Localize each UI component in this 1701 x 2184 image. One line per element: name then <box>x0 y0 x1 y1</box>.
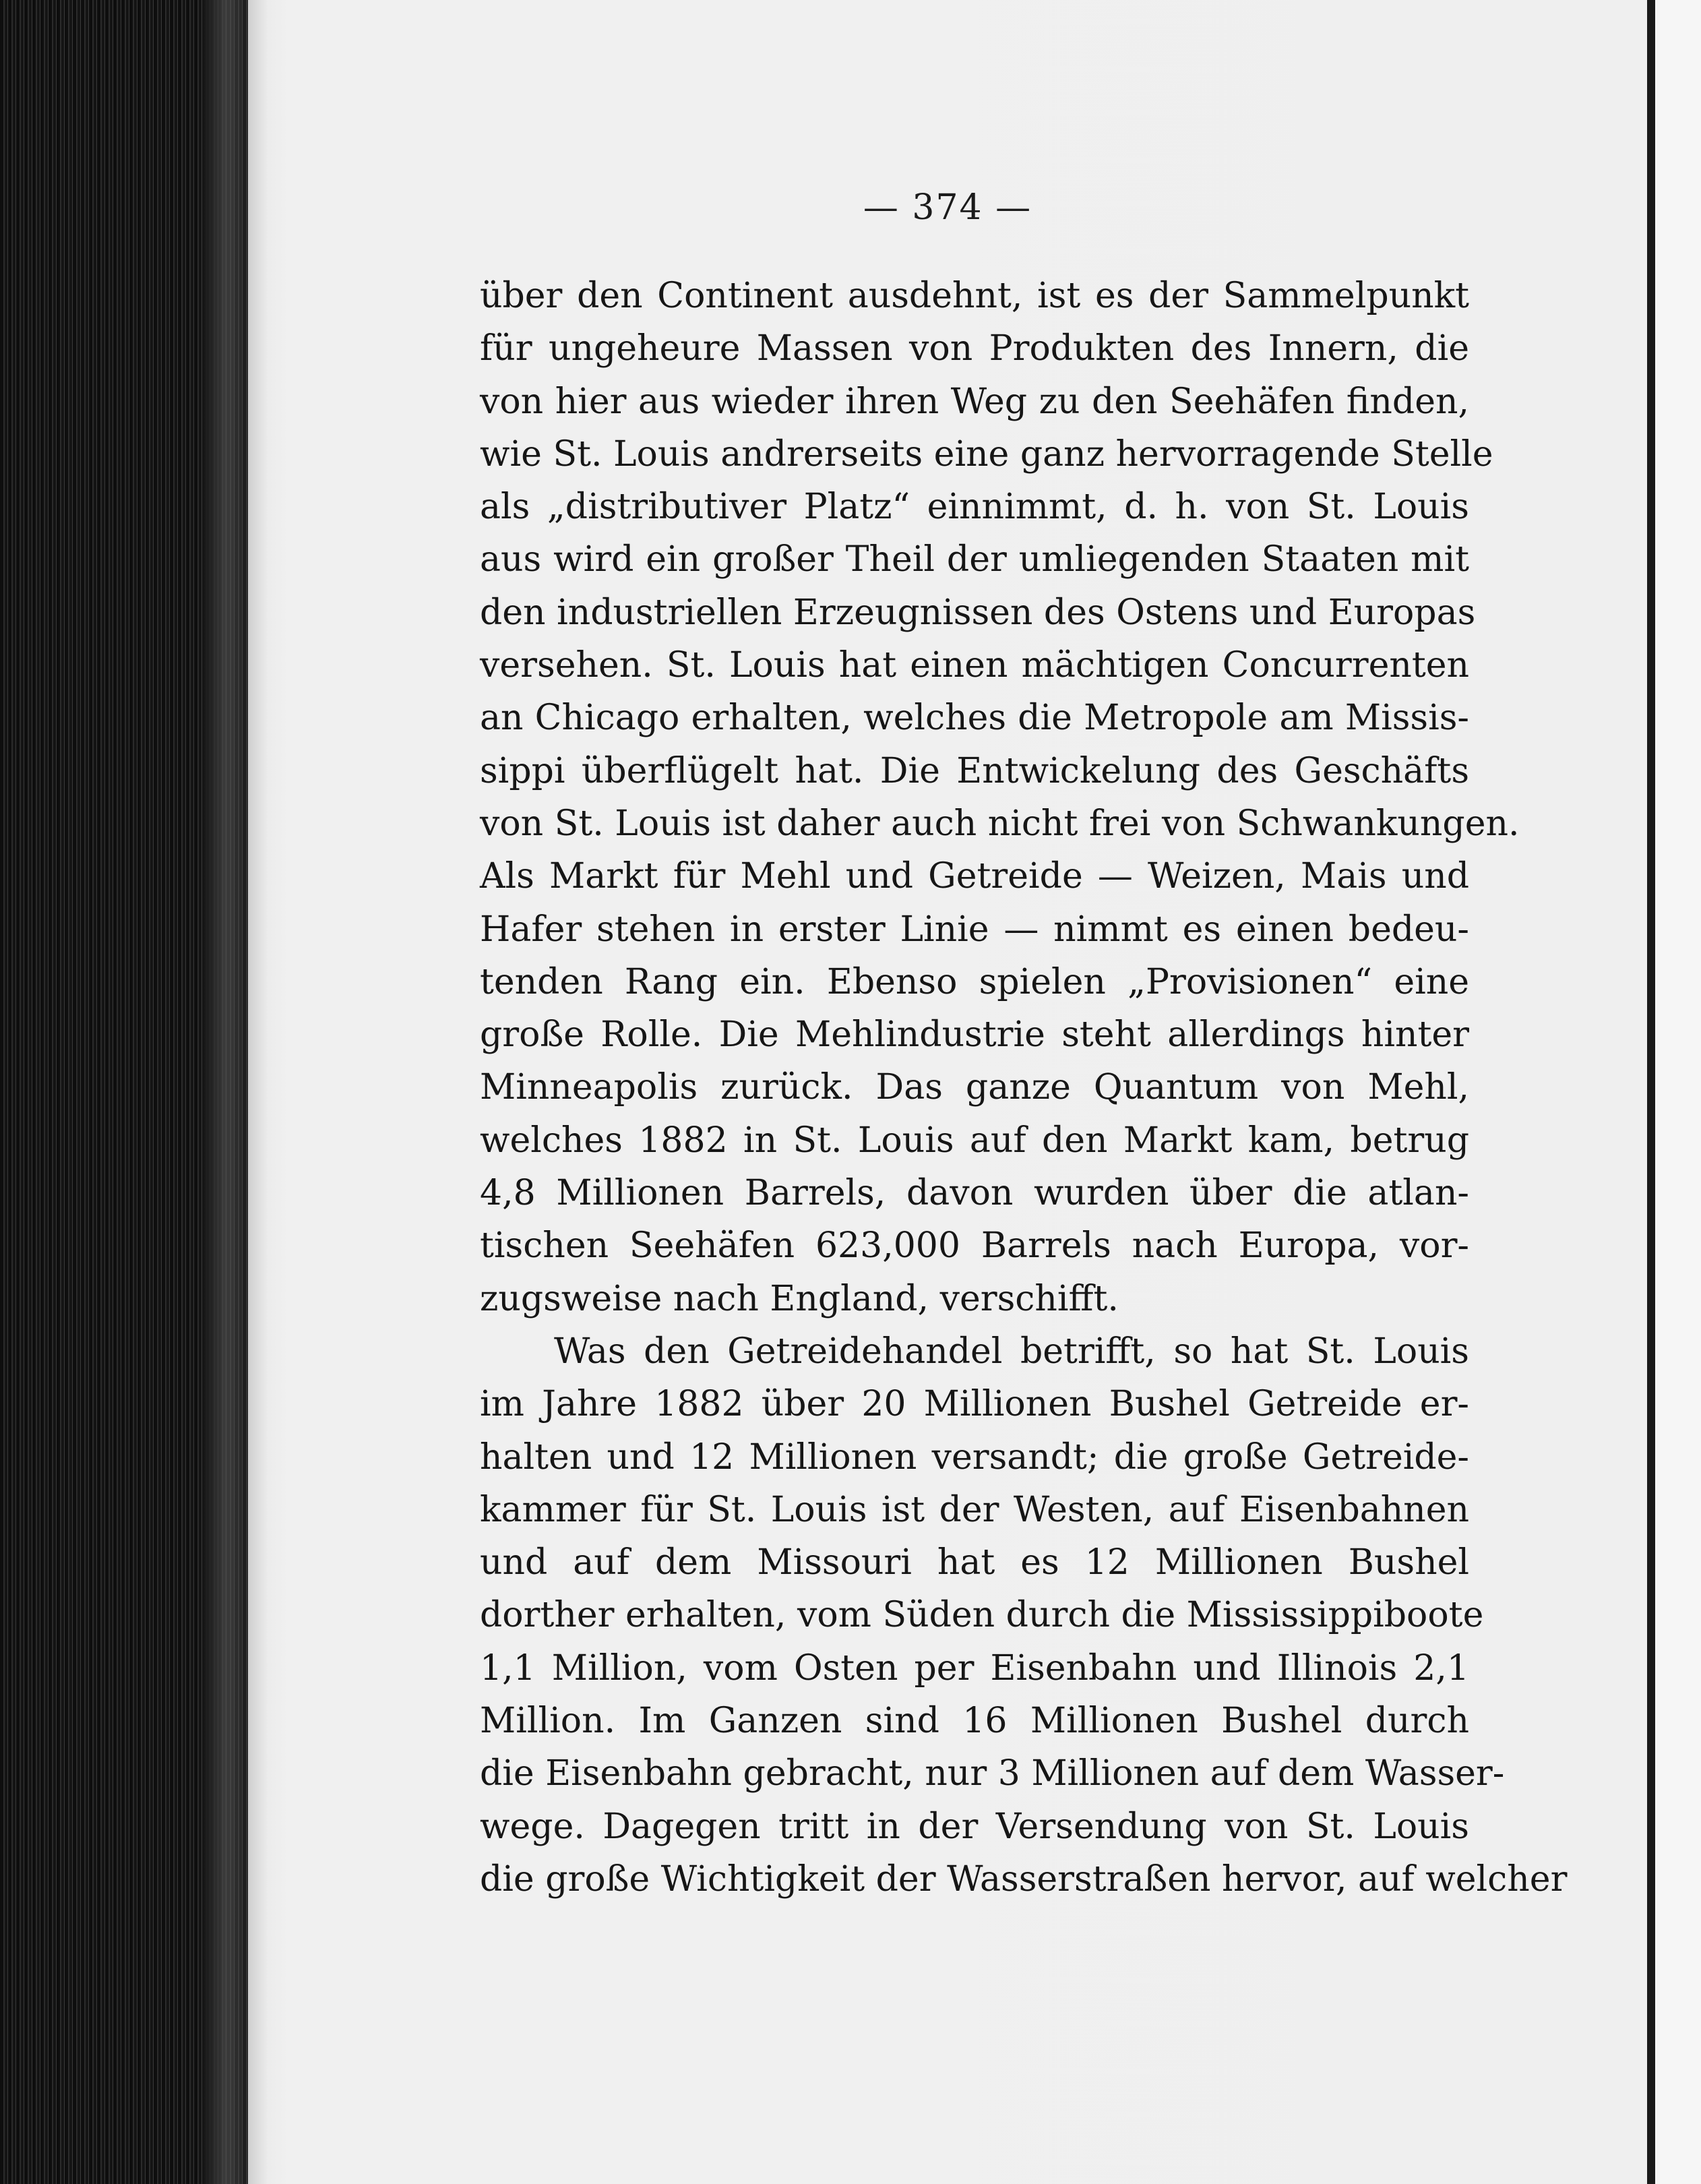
text-line: 4,8 Millionen Barrels, davon wurden über die atlan- <box>480 1173 1469 1214</box>
right-margin-strip <box>1655 0 1701 2184</box>
text-line: wege. Dagegen tritt in der Versendung von St. Louis <box>480 1806 1469 1847</box>
body-text <box>480 270 1568 1906</box>
text-line: kammer für St. Louis ist der Westen, auf Eisenbahnen <box>480 1489 1469 1530</box>
text-line: die Eisenbahn gebracht, nur 3 Millionen auf dem Wasser- <box>480 1753 1505 1794</box>
text-line: tischen Seehäfen 623,000 Barrels nach Europa, vor- <box>480 1225 1469 1267</box>
right-page-border <box>1647 0 1655 2184</box>
text-line: Hafer stehen in erster Linie — nimmt es einen bedeu- <box>480 909 1469 950</box>
paragraph-start-line: Was den Getreidehandel betrifft, so hat St. Louis <box>554 1331 1469 1372</box>
text-line: als „distributiver Platz“ einnimmt, d. h. von St. Louis <box>480 487 1469 528</box>
text-line: für ungeheure Massen von Produkten des Innern, die <box>480 328 1469 369</box>
text-line: aus wird ein großer Theil der umliegenden Staaten mit <box>480 539 1469 580</box>
text-line: von St. Louis ist daher auch nicht frei von Schwankungen. <box>480 803 1520 844</box>
text-line: versehen. St. Louis hat einen mächtigen Concurrenten <box>480 645 1469 686</box>
text-line: halten und 12 Millionen versandt; die große Getreide- <box>480 1436 1469 1478</box>
page-number: — 374 — <box>863 187 1032 228</box>
text-line: große Rolle. Die Mehlindustrie steht allerdings hinter <box>480 1014 1469 1056</box>
text-line: zugsweise nach England, verschifft. <box>480 1278 1119 1319</box>
text-line: den industriellen Erzeugnissen des Ostens und Europas <box>480 592 1476 633</box>
text-line: an Chicago erhalten, welches die Metropole am Missis- <box>480 698 1469 739</box>
text-line: und auf dem Missouri hat es 12 Millionen Bushel <box>480 1542 1469 1583</box>
text-line: sippi überflügelt hat. Die Entwickelung des Geschäfts <box>480 750 1469 791</box>
text-line: Million. Im Ganzen sind 16 Millionen Bushel durch <box>480 1701 1469 1742</box>
text-line: welches 1882 in St. Louis auf den Markt kam, betrug <box>480 1120 1469 1161</box>
text-line: tenden Rang ein. Ebenso spielen „Provisionen“ eine <box>480 961 1469 1002</box>
text-line: wie St. Louis andrerseits eine ganz hervorragende Stelle <box>480 433 1493 475</box>
text-line: im Jahre 1882 über 20 Millionen Bushel Getreide er- <box>480 1384 1469 1425</box>
text-line: Als Markt für Mehl und Getreide — Weizen, Mais und <box>480 856 1469 897</box>
text-line: dorther erhalten, vom Süden durch die Mississippiboote <box>480 1595 1484 1636</box>
text-line: Minneapolis zurück. Das ganze Quantum von Mehl, <box>480 1067 1469 1108</box>
text-line: von hier aus wieder ihren Weg zu den Seehäfen finden, <box>480 381 1469 422</box>
text-line: die große Wichtigkeit der Wasserstraßen hervor, auf welcher <box>480 1858 1568 1900</box>
text-line: über den Continent ausdehnt, ist es der Sammelpunkt <box>480 276 1469 316</box>
text-line: 1,1 Million, vom Osten per Eisenbahn und Illinois 2,1 <box>480 1647 1469 1689</box>
